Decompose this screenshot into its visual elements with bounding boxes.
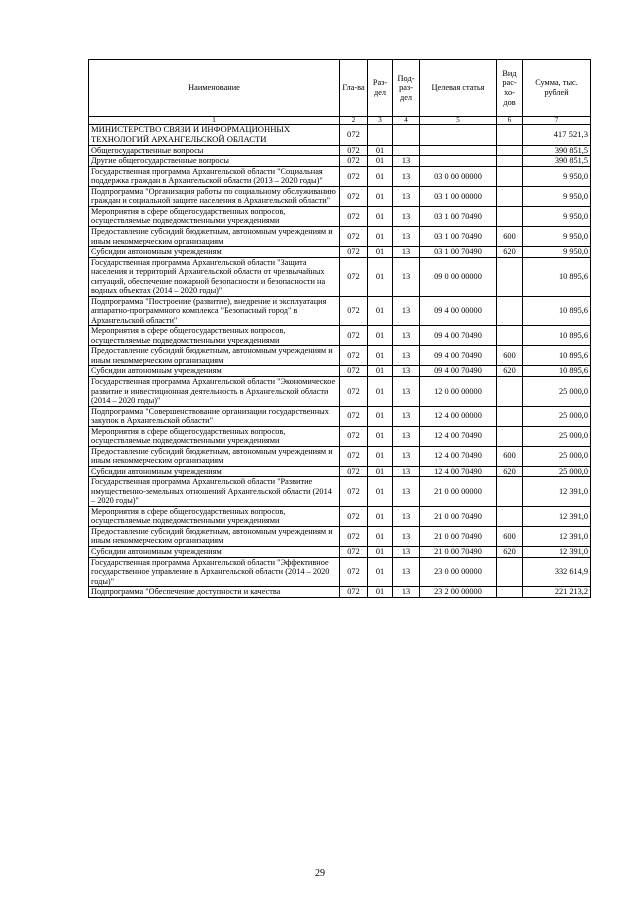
cell-subsection: 13 [393, 547, 420, 558]
cell-target [420, 145, 497, 156]
cell-name: Предоставление субсидий бюджетным, автономным учреждениям и иным некоммерческим организациям [89, 446, 340, 466]
cell-section: 01 [368, 406, 393, 426]
cell-section: 01 [368, 326, 393, 346]
cell-subsection: 13 [393, 257, 420, 296]
cell-chapter: 072 [340, 346, 368, 366]
cell-chapter: 072 [340, 366, 368, 377]
cell-section: 01 [368, 257, 393, 296]
cell-section: 01 [368, 426, 393, 446]
cell-amount: 9 950,0 [523, 227, 591, 247]
cell-expense-type: 600 [497, 526, 523, 546]
cell-subsection: 13 [393, 366, 420, 377]
cell-target: 09 4 00 00000 [420, 296, 497, 326]
cell-section: 01 [368, 557, 393, 587]
cell-expense-type [497, 406, 523, 426]
cell-target: 09 4 00 70490 [420, 326, 497, 346]
cell-chapter: 072 [340, 125, 368, 146]
table-row [89, 346, 591, 366]
cell-subsection: 13 [393, 376, 420, 406]
cell-section: 01 [368, 145, 393, 156]
cell-target: 03 1 00 00000 [420, 186, 497, 206]
cell-expense-type: 620 [497, 247, 523, 258]
cell-expense-type [497, 166, 523, 186]
cell-amount: 12 391,0 [523, 547, 591, 558]
cell-section: 01 [368, 547, 393, 558]
cell-section: 01 [368, 366, 393, 377]
cell-name: Субсидии автономным учреждениям [89, 247, 340, 258]
column-number: 2 [340, 117, 368, 125]
table-row [89, 166, 591, 186]
cell-subsection [393, 125, 420, 146]
cell-amount: 9 950,0 [523, 186, 591, 206]
table-body [89, 125, 591, 598]
cell-target: 12 0 00 00000 [420, 376, 497, 406]
cell-name: Мероприятия в сфере общегосударственных вопросов, осуществляемые подведомственными учреждениями [89, 326, 340, 346]
cell-amount: 390 851,5 [523, 145, 591, 156]
cell-amount: 9 950,0 [523, 247, 591, 258]
cell-expense-type [497, 145, 523, 156]
cell-chapter: 072 [340, 166, 368, 186]
cell-subsection [393, 145, 420, 156]
cell-subsection: 13 [393, 326, 420, 346]
column-number-row [89, 117, 591, 125]
cell-expense-type [497, 206, 523, 226]
cell-target: 12 4 00 70490 [420, 446, 497, 466]
column-number: 5 [420, 117, 497, 125]
cell-subsection: 13 [393, 466, 420, 477]
cell-chapter: 072 [340, 547, 368, 558]
table-row [89, 446, 591, 466]
cell-subsection: 13 [393, 446, 420, 466]
cell-section: 01 [368, 526, 393, 546]
cell-subsection: 13 [393, 166, 420, 186]
cell-expense-type [497, 426, 523, 446]
cell-expense-type: 600 [497, 446, 523, 466]
cell-subsection: 13 [393, 206, 420, 226]
cell-section: 01 [368, 166, 393, 186]
column-number: 6 [497, 117, 523, 125]
table-row [89, 366, 591, 377]
cell-name: Мероприятия в сфере общегосударственных вопросов, осуществляемые подведомственными учреждениями [89, 206, 340, 226]
cell-name: Предоставление субсидий бюджетным, автономным учреждениям и иным некоммерческим организациям [89, 526, 340, 546]
cell-section: 01 [368, 227, 393, 247]
table-row [89, 186, 591, 206]
cell-subsection: 13 [393, 557, 420, 587]
cell-section: 01 [368, 156, 393, 167]
cell-subsection: 13 [393, 186, 420, 206]
cell-chapter: 072 [340, 376, 368, 406]
column-number: 3 [368, 117, 393, 125]
cell-amount: 25 000,0 [523, 446, 591, 466]
cell-amount: 221 213,2 [523, 587, 591, 598]
cell-expense-type [497, 326, 523, 346]
table-row [89, 257, 591, 296]
cell-name: Подпрограмма "Организация работы по социальному обслуживанию граждан и социальной защите населения в Архангельской области" [89, 186, 340, 206]
cell-chapter: 072 [340, 257, 368, 296]
cell-target: 21 0 00 70490 [420, 506, 497, 526]
cell-name: Субсидии автономным учреждениям [89, 466, 340, 477]
cell-expense-type [497, 506, 523, 526]
table-row [89, 206, 591, 226]
cell-name: Мероприятия в сфере общегосударственных вопросов, осуществляемые подведомственными учреждениями [89, 426, 340, 446]
cell-name: Подпрограмма "Обеспечение доступности и качества [89, 587, 340, 598]
header-amount: Сумма, тыс. рублей [523, 60, 591, 117]
budget-table [88, 59, 591, 598]
cell-name: Общегосударственные вопросы [89, 145, 340, 156]
header-subsection: Под-раз-дел [393, 60, 420, 117]
cell-amount: 390 851,5 [523, 156, 591, 167]
cell-subsection: 13 [393, 346, 420, 366]
cell-amount: 10 895,6 [523, 326, 591, 346]
cell-section [368, 125, 393, 146]
cell-subsection: 13 [393, 426, 420, 446]
cell-name: Подпрограмма "Построение (развитие), внедрение и эксплуатация аппаратно-программного комплекса "Безопасный город" в Архангельской области" [89, 296, 340, 326]
cell-name: Субсидии автономным учреждениям [89, 366, 340, 377]
cell-chapter: 072 [340, 206, 368, 226]
cell-section: 01 [368, 296, 393, 326]
cell-target: 09 0 00 00000 [420, 257, 497, 296]
cell-amount: 12 391,0 [523, 506, 591, 526]
cell-target: 09 4 00 70490 [420, 346, 497, 366]
cell-amount: 12 391,0 [523, 526, 591, 546]
cell-expense-type [497, 376, 523, 406]
table-row [89, 406, 591, 426]
cell-name: Государственная программа Архангельской области "Эффективное государственное управление в Архангельской области (2014 – 2020 годы)" [89, 557, 340, 587]
cell-chapter: 072 [340, 466, 368, 477]
cell-chapter: 072 [340, 557, 368, 587]
cell-chapter: 072 [340, 227, 368, 247]
cell-name: Предоставление субсидий бюджетным, автономным учреждениям и иным некоммерческим организациям [89, 346, 340, 366]
cell-subsection: 13 [393, 526, 420, 546]
cell-target: 12 4 00 70490 [420, 466, 497, 477]
table-row [89, 587, 591, 598]
cell-subsection: 13 [393, 227, 420, 247]
cell-amount: 25 000,0 [523, 426, 591, 446]
cell-amount: 12 391,0 [523, 477, 591, 507]
cell-target: 03 1 00 70490 [420, 227, 497, 247]
cell-section: 01 [368, 446, 393, 466]
cell-target: 21 0 00 70490 [420, 526, 497, 546]
table-row [89, 547, 591, 558]
cell-amount: 332 614,9 [523, 557, 591, 587]
cell-target [420, 125, 497, 146]
table-row [89, 247, 591, 258]
cell-name: Другие общегосударственные вопросы [89, 156, 340, 167]
cell-chapter: 072 [340, 145, 368, 156]
cell-chapter: 072 [340, 247, 368, 258]
cell-expense-type: 600 [497, 227, 523, 247]
table-row [89, 426, 591, 446]
cell-chapter: 072 [340, 446, 368, 466]
cell-name: Государственная программа Архангельской области "Экономическое развитие и инвестиционная деятельность в Архангельской области (2014 – 2020 годы)" [89, 376, 340, 406]
cell-chapter: 072 [340, 156, 368, 167]
cell-name: Предоставление субсидий бюджетным, автономным учреждениям и иным некоммерческим организациям [89, 227, 340, 247]
header-target: Целевая статья [420, 60, 497, 117]
cell-name: Субсидии автономным учреждениям [89, 547, 340, 558]
cell-amount: 9 950,0 [523, 206, 591, 226]
cell-section: 01 [368, 186, 393, 206]
cell-name: Мероприятия в сфере общегосударственных вопросов, осуществляемые подведомственными учреждениями [89, 506, 340, 526]
cell-section: 01 [368, 506, 393, 526]
cell-expense-type [497, 587, 523, 598]
cell-expense-type: 620 [497, 547, 523, 558]
header-chapter: Гла-ва [340, 60, 368, 117]
cell-chapter: 072 [340, 426, 368, 446]
table-row [89, 557, 591, 587]
cell-chapter: 072 [340, 526, 368, 546]
cell-name: Государственная программа Архангельской области "Социальная поддержка граждан в Архангельской области (2013 – 2020 годы)" [89, 166, 340, 186]
cell-target: 09 4 00 70490 [420, 366, 497, 377]
cell-subsection: 13 [393, 406, 420, 426]
page-number: 29 [315, 868, 325, 879]
table-row [89, 466, 591, 477]
cell-expense-type [497, 125, 523, 146]
cell-amount: 10 895,6 [523, 346, 591, 366]
cell-chapter: 072 [340, 506, 368, 526]
table-row [89, 506, 591, 526]
header-row [89, 60, 591, 117]
cell-subsection: 13 [393, 506, 420, 526]
cell-amount: 25 000,0 [523, 376, 591, 406]
cell-section: 01 [368, 206, 393, 226]
table-row [89, 156, 591, 167]
table-row [89, 227, 591, 247]
table-row [89, 125, 591, 146]
cell-target: 03 1 00 70490 [420, 206, 497, 226]
cell-section: 01 [368, 477, 393, 507]
cell-chapter: 072 [340, 587, 368, 598]
cell-expense-type [497, 557, 523, 587]
cell-target: 12 4 00 70490 [420, 426, 497, 446]
table-row [89, 145, 591, 156]
cell-target [420, 156, 497, 167]
cell-expense-type [497, 477, 523, 507]
table-row [89, 376, 591, 406]
table-row [89, 526, 591, 546]
cell-amount: 417 521,3 [523, 125, 591, 146]
cell-amount: 9 950,0 [523, 166, 591, 186]
cell-section: 01 [368, 346, 393, 366]
column-number: 7 [523, 117, 591, 125]
cell-subsection: 13 [393, 247, 420, 258]
cell-subsection: 13 [393, 296, 420, 326]
cell-name: Подпрограмма "Совершенствование организации государственных закупок в Архангельской области" [89, 406, 340, 426]
cell-section: 01 [368, 466, 393, 477]
cell-amount: 10 895,6 [523, 257, 591, 296]
cell-target: 21 0 00 00000 [420, 477, 497, 507]
table-row [89, 326, 591, 346]
cell-expense-type [497, 156, 523, 167]
cell-expense-type: 600 [497, 346, 523, 366]
cell-expense-type [497, 296, 523, 326]
cell-expense-type: 620 [497, 466, 523, 477]
column-number: 1 [89, 117, 340, 125]
cell-expense-type [497, 186, 523, 206]
cell-target: 21 0 00 70490 [420, 547, 497, 558]
cell-subsection: 13 [393, 477, 420, 507]
cell-amount: 10 895,6 [523, 296, 591, 326]
cell-target: 03 1 00 70490 [420, 247, 497, 258]
cell-chapter: 072 [340, 186, 368, 206]
cell-expense-type [497, 257, 523, 296]
cell-name: Государственная программа Архангельской области "Защита населения и территорий Архангельской области от чрезвычайных ситуаций, обеспечение пожарной безопасности и безопасности на водных объектах (2014 – 2020 годы)" [89, 257, 340, 296]
cell-section: 01 [368, 376, 393, 406]
cell-expense-type: 620 [497, 366, 523, 377]
cell-target: 23 0 00 00000 [420, 557, 497, 587]
table-row [89, 296, 591, 326]
cell-amount: 25 000,0 [523, 466, 591, 477]
cell-amount: 10 895,6 [523, 366, 591, 377]
cell-chapter: 072 [340, 326, 368, 346]
cell-amount: 25 000,0 [523, 406, 591, 426]
column-number: 4 [393, 117, 420, 125]
cell-target: 03 0 00 00000 [420, 166, 497, 186]
cell-section: 01 [368, 587, 393, 598]
cell-chapter: 072 [340, 477, 368, 507]
cell-name: МИНИСТЕРСТВО СВЯЗИ И ИНФОРМАЦИОННЫХ ТЕХНОЛОГИЙ АРХАНГЕЛЬСКОЙ ОБЛАСТИ [89, 125, 340, 146]
cell-section: 01 [368, 247, 393, 258]
cell-chapter: 072 [340, 406, 368, 426]
table-row [89, 477, 591, 507]
cell-target: 23 2 00 00000 [420, 587, 497, 598]
cell-name: Государственная программа Архангельской области "Развитие имущественно-земельных отношений Архангельской области (2014 – 2020 годы)" [89, 477, 340, 507]
cell-subsection: 13 [393, 156, 420, 167]
cell-chapter: 072 [340, 296, 368, 326]
header-expense-type: Вид рас-хо-дов [497, 60, 523, 117]
header-name: Наименование [89, 60, 340, 117]
header-section: Раз-дел [368, 60, 393, 117]
cell-target: 12 4 00 00000 [420, 406, 497, 426]
cell-subsection: 13 [393, 587, 420, 598]
